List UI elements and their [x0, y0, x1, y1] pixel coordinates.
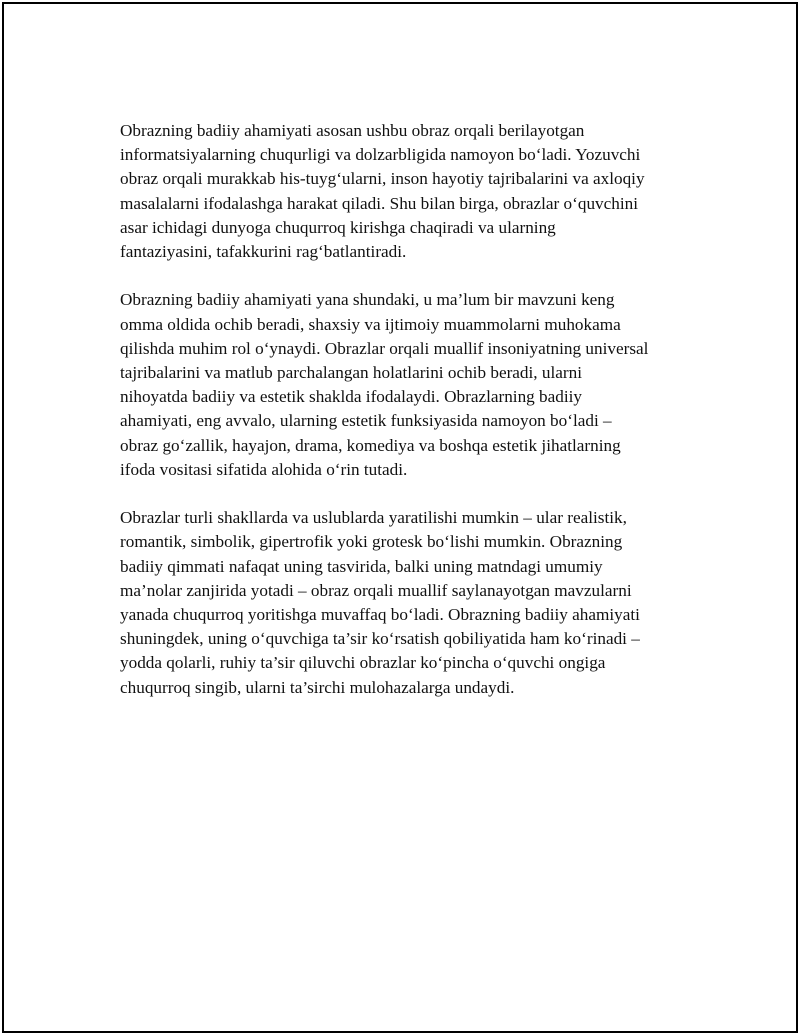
- text-line: shuningdek, uning o‘quvchiga ta’sir ko‘rsatish qobiliyatida ham ko‘rinadi –: [120, 629, 640, 649]
- paragraph-2: [120, 288, 700, 482]
- paragraph-3: [120, 506, 700, 700]
- text-line: Obrazning badiiy ahamiyati asosan ushbu obraz orqali berilayotgan: [120, 121, 585, 140]
- text-line: tajribalarini va matlub parchalangan holatlarini ochib beradi, ularni: [120, 363, 582, 383]
- text-line: Obrazning badiiy ahamiyati yana shundaki, u ma’lum bir mavzuni keng: [120, 290, 615, 310]
- text-line: ahamiyati, eng avvalo, ularning estetik funksiyasida namoyon bo‘ladi –: [120, 411, 612, 431]
- paragraph-1: [120, 119, 700, 264]
- document-body: [120, 119, 700, 724]
- text-line: obraz go‘zallik, hayajon, drama, komediya va boshqa estetik jihatlarning: [120, 435, 621, 455]
- text-line: ifoda vositasi sifatida alohida o‘rin tutadi.: [120, 459, 408, 479]
- text-line: chuqurroq singib, ularni ta’sirchi mulohazalarga undaydi.: [120, 677, 515, 697]
- text-line: fantaziyasini, tafakkurini rag‘batlantiradi.: [120, 242, 407, 262]
- document-page: [2, 2, 798, 1033]
- text-line: informatsiyalarning chuqurligi va dolzarbligida namoyon bo‘ladi. Yozuvchi: [120, 145, 641, 165]
- text-line: masalalarni ifodalashga harakat qiladi. Shu bilan birga, obrazlar o‘quvchini: [120, 193, 638, 213]
- text-line: nihoyatda badiiy va estetik shaklda ifodalaydi. Obrazlarning badiiy: [120, 387, 583, 407]
- text-line: qilishda muhim rol o‘ynaydi. Obrazlar orqali muallif insoniyatning universal: [120, 338, 649, 358]
- text-line: yanada chuqurroq yoritishga muvaffaq bo‘ladi. Obrazning badiiy ahamiyati: [120, 605, 640, 625]
- text-line: romantik, simbolik, gipertrofik yoki grotesk bo‘lishi mumkin. Obrazning: [120, 532, 623, 552]
- text-line: yodda qolarli, ruhiy ta’sir qiluvchi obrazlar ko‘pincha o‘quvchi ongiga: [120, 653, 606, 673]
- text-line: obraz orqali murakkab his-tuyg‘ularni, inson hayotiy tajribalarini va axloqiy: [120, 169, 645, 189]
- text-line: omma oldida ochib beradi, shaxsiy va ijtimoiy muammolarni muhokama: [120, 314, 621, 334]
- text-line: badiiy qimmati nafaqat uning tasvirida, balki uning matndagi umumiy: [120, 556, 603, 576]
- text-line: Obrazlar turli shakllarda va uslublarda yaratilishi mumkin – ular realistik,: [120, 508, 627, 528]
- text-line: asar ichidagi dunyoga chuqurroq kirishga chaqiradi va ularning: [120, 217, 556, 237]
- text-line: ma’nolar zanjirida yotadi – obraz orqali muallif saylanayotgan mavzularni: [120, 580, 632, 600]
